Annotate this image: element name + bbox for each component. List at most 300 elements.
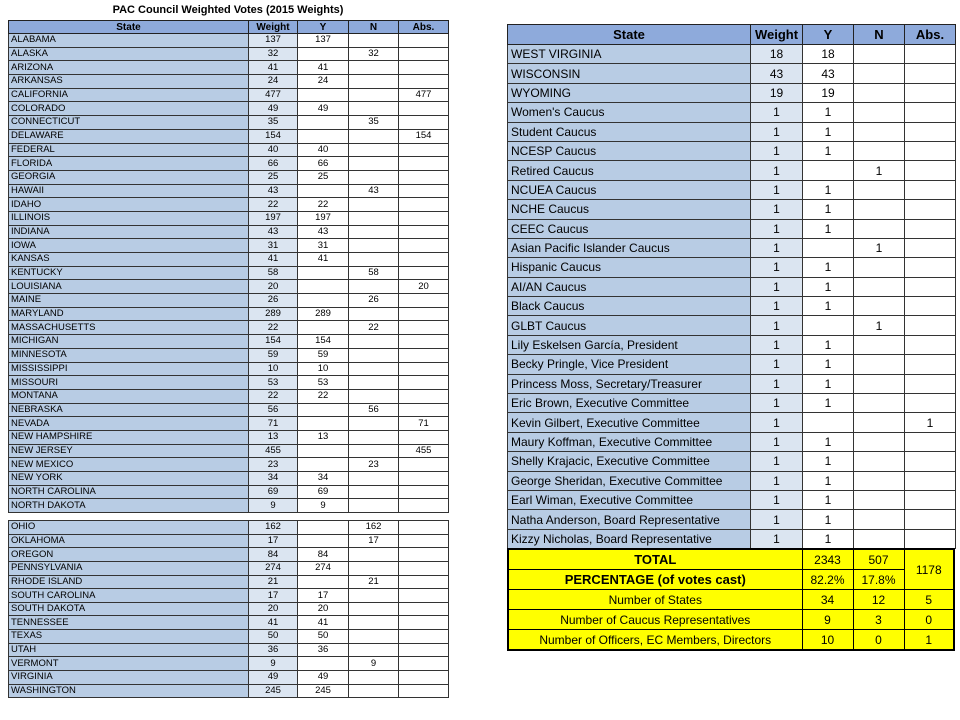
n-cell: [349, 417, 399, 431]
table-row: [9, 430, 449, 444]
state-cell: George Sheridan, Executive Committee: [508, 471, 751, 490]
y-cell: [298, 521, 349, 535]
y-cell: [298, 184, 349, 198]
weight-cell: 245: [249, 684, 298, 698]
table-row: [9, 294, 449, 308]
weight-cell: 1: [751, 122, 803, 141]
weight-cell: 1: [751, 200, 803, 219]
abs-cell: [399, 589, 449, 603]
weight-cell: 53: [249, 376, 298, 390]
weight-cell: 34: [249, 472, 298, 486]
weight-cell: 20: [249, 280, 298, 294]
table-row: [9, 211, 449, 225]
table-row: [9, 198, 449, 212]
weight-cell: 9: [249, 657, 298, 671]
weight-cell: 9: [249, 499, 298, 513]
state-cell: Hispanic Caucus: [508, 258, 751, 277]
abs-cell: [905, 452, 956, 471]
n-cell: [854, 413, 905, 432]
state-cell: MARYLAND: [9, 307, 249, 321]
weight-cell: 1: [751, 238, 803, 257]
left-votes-table-part2: [8, 520, 449, 698]
table-row: [9, 616, 449, 630]
header-n: N: [349, 21, 399, 34]
y-cell: [298, 534, 349, 548]
right-votes-table: [507, 24, 956, 549]
weight-cell: 41: [249, 61, 298, 75]
weight-cell: 58: [249, 266, 298, 280]
abs-cell: [905, 297, 956, 316]
total-n: 507: [853, 549, 904, 570]
header-weight: Weight: [249, 21, 298, 34]
n-cell: [854, 122, 905, 141]
weight-cell: 1: [751, 471, 803, 490]
state-cell: GEORGIA: [9, 170, 249, 184]
y-cell: [298, 417, 349, 431]
table-row: [508, 200, 956, 219]
abs-cell: [399, 253, 449, 267]
y-cell: 1: [803, 529, 854, 548]
officers-count-label: Number of Officers, EC Members, Directors: [508, 630, 802, 651]
header-y: Y: [803, 25, 854, 45]
table-row: [9, 335, 449, 349]
abs-cell: [399, 630, 449, 644]
table-row: [9, 143, 449, 157]
page-title: PAC Council Weighted Votes (2015 Weights): [112, 4, 344, 16]
table-row: [508, 238, 956, 257]
percentage-row: [508, 570, 954, 590]
total-abs: 1178: [904, 549, 954, 590]
table-row: [9, 362, 449, 376]
weight-cell: 455: [249, 444, 298, 458]
state-cell: VERMONT: [9, 657, 249, 671]
abs-cell: [905, 355, 956, 374]
weight-cell: 40: [249, 143, 298, 157]
table-row: [9, 184, 449, 198]
n-cell: [854, 45, 905, 64]
table-row: [9, 266, 449, 280]
n-cell: [349, 616, 399, 630]
n-cell: 26: [349, 294, 399, 308]
state-cell: PENNSYLVANIA: [9, 561, 249, 575]
weight-cell: 197: [249, 211, 298, 225]
n-cell: [349, 335, 399, 349]
abs-cell: 455: [399, 444, 449, 458]
state-cell: MINNESOTA: [9, 348, 249, 362]
abs-cell: [399, 335, 449, 349]
n-cell: [349, 157, 399, 171]
header-n: N: [854, 25, 905, 45]
total-label: TOTAL: [508, 549, 802, 570]
state-cell: ALASKA: [9, 47, 249, 61]
abs-cell: [399, 548, 449, 562]
n-cell: [854, 490, 905, 509]
table-row: [508, 452, 956, 471]
weight-cell: 1: [751, 490, 803, 509]
weight-cell: 1: [751, 316, 803, 335]
abs-cell: [399, 116, 449, 130]
y-cell: [298, 280, 349, 294]
state-cell: UTAH: [9, 643, 249, 657]
weight-cell: 1: [751, 258, 803, 277]
weight-cell: 1: [751, 161, 803, 180]
header-abs: Abs.: [399, 21, 449, 34]
state-cell: NORTH CAROLINA: [9, 485, 249, 499]
n-cell: [349, 61, 399, 75]
states-count-label: Number of States: [508, 590, 802, 610]
n-cell: [854, 355, 905, 374]
header-abs: Abs.: [905, 25, 956, 45]
weight-cell: 22: [249, 198, 298, 212]
y-cell: 274: [298, 561, 349, 575]
abs-cell: [905, 103, 956, 122]
n-cell: [854, 180, 905, 199]
table-row: [508, 297, 956, 316]
abs-cell: [399, 307, 449, 321]
y-cell: 154: [298, 335, 349, 349]
weight-cell: 477: [249, 88, 298, 102]
abs-cell: [905, 277, 956, 296]
abs-cell: 477: [399, 88, 449, 102]
abs-cell: [399, 657, 449, 671]
weight-cell: 23: [249, 458, 298, 472]
n-cell: [349, 643, 399, 657]
abs-cell: [905, 122, 956, 141]
state-cell: TENNESSEE: [9, 616, 249, 630]
y-cell: 84: [298, 548, 349, 562]
table-row: [9, 521, 449, 535]
left-votes-table-part1: [8, 20, 449, 513]
y-cell: [298, 444, 349, 458]
weight-cell: 1: [751, 297, 803, 316]
table-row: [508, 83, 956, 102]
n-cell: [349, 129, 399, 143]
y-cell: 1: [803, 141, 854, 160]
state-cell: MAINE: [9, 294, 249, 308]
abs-cell: [399, 671, 449, 685]
table-row: [9, 417, 449, 431]
table-row: [9, 157, 449, 171]
y-cell: 69: [298, 485, 349, 499]
n-cell: 58: [349, 266, 399, 280]
y-cell: 41: [298, 253, 349, 267]
state-cell: NCESP Caucus: [508, 141, 751, 160]
table-row: [9, 239, 449, 253]
abs-cell: [905, 141, 956, 160]
table-row: [9, 575, 449, 589]
n-cell: [349, 170, 399, 184]
table-row: [9, 170, 449, 184]
state-cell: SOUTH DAKOTA: [9, 602, 249, 616]
state-cell: Natha Anderson, Board Representative: [508, 510, 751, 529]
abs-cell: 20: [399, 280, 449, 294]
y-cell: 1: [803, 471, 854, 490]
state-cell: MISSOURI: [9, 376, 249, 390]
states-count-abs: 5: [904, 590, 954, 610]
y-cell: 40: [298, 143, 349, 157]
n-cell: [349, 102, 399, 116]
state-cell: CEEC Caucus: [508, 219, 751, 238]
table-row: [9, 499, 449, 513]
y-cell: 41: [298, 616, 349, 630]
abs-cell: [905, 83, 956, 102]
y-cell: 13: [298, 430, 349, 444]
weight-cell: 17: [249, 589, 298, 603]
abs-cell: [399, 184, 449, 198]
n-cell: 56: [349, 403, 399, 417]
y-cell: 1: [803, 103, 854, 122]
state-cell: OKLAHOMA: [9, 534, 249, 548]
n-cell: [349, 430, 399, 444]
state-cell: Kevin Gilbert, Executive Committee: [508, 413, 751, 432]
state-cell: NEW YORK: [9, 472, 249, 486]
abs-cell: [399, 157, 449, 171]
abs-cell: [905, 238, 956, 257]
y-cell: [298, 403, 349, 417]
n-cell: 32: [349, 47, 399, 61]
officers-count-abs: 1: [904, 630, 954, 651]
state-cell: Kizzy Nicholas, Board Representative: [508, 529, 751, 548]
n-cell: [349, 589, 399, 603]
n-cell: 21: [349, 575, 399, 589]
table-row: [508, 471, 956, 490]
table-row: [508, 490, 956, 509]
abs-cell: [399, 102, 449, 116]
table-row: [508, 510, 956, 529]
weight-cell: 43: [249, 184, 298, 198]
weight-cell: 32: [249, 47, 298, 61]
state-cell: NCHE Caucus: [508, 200, 751, 219]
y-cell: 10: [298, 362, 349, 376]
abs-cell: [399, 521, 449, 535]
y-cell: 36: [298, 643, 349, 657]
state-cell: Retired Caucus: [508, 161, 751, 180]
y-cell: [298, 47, 349, 61]
table-row: [9, 548, 449, 562]
officers-count-n: 0: [853, 630, 904, 651]
y-cell: 1: [803, 374, 854, 393]
abs-cell: [905, 200, 956, 219]
state-cell: Black Caucus: [508, 297, 751, 316]
weight-cell: 66: [249, 157, 298, 171]
n-cell: [854, 297, 905, 316]
n-cell: [854, 335, 905, 354]
n-cell: [854, 141, 905, 160]
y-cell: [298, 88, 349, 102]
weight-cell: 50: [249, 630, 298, 644]
weight-cell: 1: [751, 335, 803, 354]
n-cell: [349, 88, 399, 102]
abs-cell: [399, 643, 449, 657]
abs-cell: [399, 75, 449, 89]
abs-cell: [399, 225, 449, 239]
weight-cell: 43: [751, 64, 803, 83]
n-cell: [854, 83, 905, 102]
right-table-body: [508, 45, 956, 549]
weight-cell: 1: [751, 374, 803, 393]
abs-cell: 154: [399, 129, 449, 143]
y-cell: 1: [803, 452, 854, 471]
weight-cell: 49: [249, 671, 298, 685]
percentage-label: PERCENTAGE (of votes cast): [508, 570, 802, 590]
abs-cell: [905, 490, 956, 509]
table-row: [9, 129, 449, 143]
y-cell: [298, 458, 349, 472]
state-cell: Shelly Krajacic, Executive Committee: [508, 452, 751, 471]
weight-cell: 22: [249, 321, 298, 335]
weight-cell: 1: [751, 219, 803, 238]
abs-cell: [905, 335, 956, 354]
abs-cell: [399, 61, 449, 75]
state-cell: MASSACHUSETTS: [9, 321, 249, 335]
y-cell: [803, 413, 854, 432]
n-cell: [854, 64, 905, 83]
abs-cell: [399, 34, 449, 48]
y-cell: 49: [298, 671, 349, 685]
table-row: [508, 180, 956, 199]
state-cell: ALABAMA: [9, 34, 249, 48]
state-cell: Maury Koffman, Executive Committee: [508, 432, 751, 451]
n-cell: [349, 684, 399, 698]
n-cell: [349, 671, 399, 685]
y-cell: 34: [298, 472, 349, 486]
state-cell: SOUTH CAROLINA: [9, 589, 249, 603]
weight-cell: 56: [249, 403, 298, 417]
y-cell: [298, 129, 349, 143]
state-cell: CALIFORNIA: [9, 88, 249, 102]
state-cell: Asian Pacific Islander Caucus: [508, 238, 751, 257]
abs-cell: [399, 684, 449, 698]
n-cell: [349, 499, 399, 513]
weight-cell: 1: [751, 510, 803, 529]
header-row: [508, 25, 956, 45]
y-cell: 1: [803, 510, 854, 529]
table-row: [508, 529, 956, 548]
header-weight: Weight: [751, 25, 803, 45]
state-cell: NCUEA Caucus: [508, 180, 751, 199]
table-row: [9, 534, 449, 548]
summary-table: [507, 548, 955, 651]
weight-cell: 1: [751, 103, 803, 122]
table-row: [9, 602, 449, 616]
y-cell: 1: [803, 200, 854, 219]
n-cell: [349, 485, 399, 499]
state-cell: IOWA: [9, 239, 249, 253]
table-row: [508, 413, 956, 432]
y-cell: 1: [803, 355, 854, 374]
n-cell: [349, 348, 399, 362]
state-cell: Student Caucus: [508, 122, 751, 141]
y-cell: 1: [803, 432, 854, 451]
weight-cell: 154: [249, 129, 298, 143]
left-table-body-2: [9, 521, 449, 698]
state-cell: NEW JERSEY: [9, 444, 249, 458]
weight-cell: 59: [249, 348, 298, 362]
y-cell: 19: [803, 83, 854, 102]
table-row: [9, 472, 449, 486]
state-cell: WISCONSIN: [508, 64, 751, 83]
officers-count-y: 10: [802, 630, 853, 651]
n-cell: [854, 374, 905, 393]
y-cell: 22: [298, 198, 349, 212]
table-row: [508, 122, 956, 141]
state-cell: Princess Moss, Secretary/Treasurer: [508, 374, 751, 393]
table-row: [9, 589, 449, 603]
abs-cell: [399, 362, 449, 376]
state-cell: MONTANA: [9, 389, 249, 403]
n-cell: 162: [349, 521, 399, 535]
state-cell: KENTUCKY: [9, 266, 249, 280]
weight-cell: 1: [751, 394, 803, 413]
abs-cell: [399, 472, 449, 486]
y-cell: [803, 238, 854, 257]
weight-cell: 1: [751, 529, 803, 548]
table-row: [9, 75, 449, 89]
state-cell: TEXAS: [9, 630, 249, 644]
y-cell: 49: [298, 102, 349, 116]
abs-cell: [399, 430, 449, 444]
y-cell: 197: [298, 211, 349, 225]
y-cell: 1: [803, 277, 854, 296]
caucus-count-label: Number of Caucus Representatives: [508, 610, 802, 630]
header-y: Y: [298, 21, 349, 34]
weight-cell: 13: [249, 430, 298, 444]
n-cell: [854, 432, 905, 451]
states-count-n: 12: [853, 590, 904, 610]
table-row: [9, 47, 449, 61]
n-cell: [854, 394, 905, 413]
state-cell: Eric Brown, Executive Committee: [508, 394, 751, 413]
abs-cell: [399, 266, 449, 280]
state-cell: DELAWARE: [9, 129, 249, 143]
y-cell: [298, 116, 349, 130]
abs-cell: [399, 198, 449, 212]
weight-cell: 84: [249, 548, 298, 562]
state-cell: NEW HAMPSHIRE: [9, 430, 249, 444]
table-row: [9, 458, 449, 472]
table-row: [9, 34, 449, 48]
state-cell: OREGON: [9, 548, 249, 562]
weight-cell: 24: [249, 75, 298, 89]
weight-cell: 19: [751, 83, 803, 102]
table-row: [9, 671, 449, 685]
percentage-y: 82.2%: [802, 570, 853, 590]
y-cell: [298, 294, 349, 308]
table-row: [508, 394, 956, 413]
abs-cell: [399, 143, 449, 157]
n-cell: [349, 389, 399, 403]
y-cell: 1: [803, 180, 854, 199]
y-cell: [803, 161, 854, 180]
state-cell: ARKANSAS: [9, 75, 249, 89]
abs-cell: [399, 294, 449, 308]
weight-cell: 1: [751, 432, 803, 451]
n-cell: [854, 219, 905, 238]
n-cell: [349, 630, 399, 644]
state-cell: Earl Wiman, Executive Committee: [508, 490, 751, 509]
y-cell: 17: [298, 589, 349, 603]
table-row: [508, 374, 956, 393]
state-cell: INDIANA: [9, 225, 249, 239]
y-cell: 43: [298, 225, 349, 239]
y-cell: 24: [298, 75, 349, 89]
table-row: [508, 355, 956, 374]
table-row: [508, 432, 956, 451]
y-cell: 41: [298, 61, 349, 75]
table-row: [9, 630, 449, 644]
table-row: [9, 102, 449, 116]
n-cell: [854, 471, 905, 490]
